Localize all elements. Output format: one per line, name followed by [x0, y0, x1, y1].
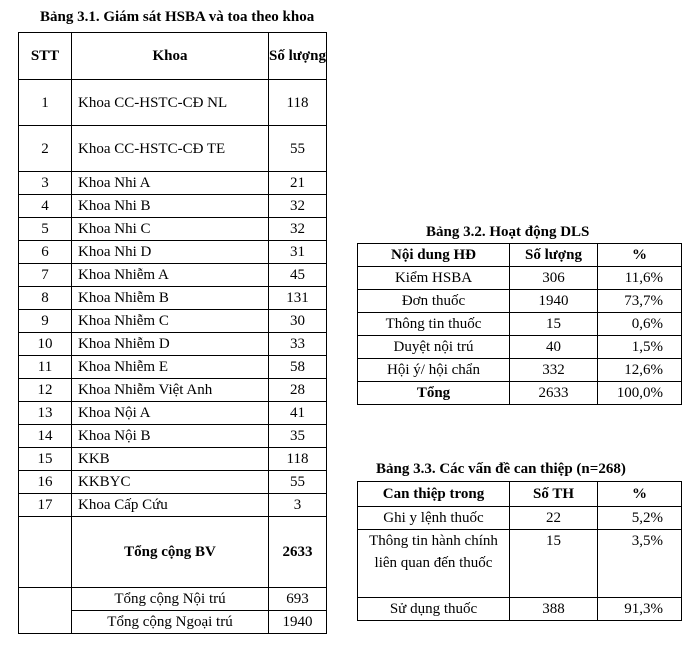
so-th-cell: 22: [510, 507, 598, 530]
table-row: [358, 313, 682, 336]
khoa-cell: Khoa Nhiễm A: [72, 264, 269, 287]
so-luong-cell: 55: [269, 126, 327, 172]
so-luong-cell: 21: [269, 172, 327, 195]
empty-cell: [19, 588, 72, 611]
stt-cell: 1: [19, 80, 72, 126]
table-row: [19, 80, 327, 126]
so-luong-cell: 3: [269, 494, 327, 517]
total-label: Tổng: [358, 382, 510, 405]
header-so-luong: Số lượng: [269, 33, 327, 80]
percent-cell: 5,2%: [598, 507, 682, 530]
khoa-cell: Khoa Nhiễm C: [72, 310, 269, 333]
table-row: [19, 264, 327, 287]
stt-cell: 9: [19, 310, 72, 333]
percent-cell: 3,5%: [598, 530, 682, 598]
stt-cell: 16: [19, 471, 72, 494]
khoa-cell: Khoa Nội B: [72, 425, 269, 448]
percent-cell: 1,5%: [598, 336, 682, 359]
table-row: [19, 172, 327, 195]
can-thiep-cell: Thông tin hành chính liên quan đến thuốc: [358, 530, 510, 598]
so-luong-cell: 30: [269, 310, 327, 333]
table-row: [19, 494, 327, 517]
percent-cell: 0,6%: [598, 313, 682, 336]
total-outpatient-label: Tổng cộng Ngoại trú: [72, 611, 269, 634]
stt-cell: 8: [19, 287, 72, 310]
table-row: [358, 267, 682, 290]
so-luong-cell: 15: [510, 313, 598, 336]
stt-cell: 15: [19, 448, 72, 471]
khoa-cell: Khoa Nhi D: [72, 241, 269, 264]
table-row: [19, 471, 327, 494]
table-row: [358, 530, 682, 598]
header-percent: %: [598, 482, 682, 507]
stt-cell: 17: [19, 494, 72, 517]
table2-caption: Bảng 3.2. Hoạt động DLS: [426, 224, 590, 240]
can-thiep-cell: Ghi y lệnh thuốc: [358, 507, 510, 530]
total-pct: 100,0%: [598, 382, 682, 405]
so-luong-cell: 118: [269, 448, 327, 471]
so-luong-cell: 45: [269, 264, 327, 287]
khoa-cell: KKBYC: [72, 471, 269, 494]
so-luong-cell: 55: [269, 471, 327, 494]
header-so-th: Số TH: [510, 482, 598, 507]
table-row: [358, 290, 682, 313]
table-row: [19, 402, 327, 425]
so-luong-cell: 33: [269, 333, 327, 356]
total-outpatient-value: 1940: [269, 611, 327, 634]
table-row: [358, 507, 682, 530]
khoa-cell: Khoa Nhiễm Việt Anh: [72, 379, 269, 402]
percent-cell: 73,7%: [598, 290, 682, 313]
table-row: [19, 126, 327, 172]
percent-cell: 12,6%: [598, 359, 682, 382]
header-percent: %: [598, 244, 682, 267]
total-inpatient-row: [19, 588, 327, 611]
khoa-cell: Khoa Nhiễm B: [72, 287, 269, 310]
empty-cell: [19, 611, 72, 634]
khoa-cell: KKB: [72, 448, 269, 471]
total-outpatient-row: [19, 611, 327, 634]
khoa-cell: Khoa Nhiễm E: [72, 356, 269, 379]
table-header-row: [19, 33, 327, 80]
noi-dung-cell: Thông tin thuốc: [358, 313, 510, 336]
percent-cell: 11,6%: [598, 267, 682, 290]
total-bv-label: Tổng cộng BV: [72, 517, 269, 588]
noi-dung-cell: Hội ý/ hội chẩn: [358, 359, 510, 382]
table-row: [19, 241, 327, 264]
table-row: [358, 359, 682, 382]
so-th-cell: 15: [510, 530, 598, 598]
khoa-cell: Khoa CC-HSTC-CĐ NL: [72, 80, 269, 126]
so-luong-cell: 32: [269, 195, 327, 218]
stt-cell: 4: [19, 195, 72, 218]
table-row: [19, 218, 327, 241]
total-row: [358, 382, 682, 405]
khoa-cell: Khoa Cấp Cứu: [72, 494, 269, 517]
table-row: [19, 425, 327, 448]
stt-cell: 12: [19, 379, 72, 402]
so-luong-cell: 1940: [510, 290, 598, 313]
total-qty: 2633: [510, 382, 598, 405]
so-luong-cell: 118: [269, 80, 327, 126]
stt-cell: 6: [19, 241, 72, 264]
table-row: [19, 310, 327, 333]
noi-dung-cell: Kiểm HSBA: [358, 267, 510, 290]
so-luong-cell: 41: [269, 402, 327, 425]
so-th-cell: 388: [510, 598, 598, 621]
so-luong-cell: 332: [510, 359, 598, 382]
so-luong-cell: 31: [269, 241, 327, 264]
so-luong-cell: 28: [269, 379, 327, 402]
khoa-cell: Khoa Nhi A: [72, 172, 269, 195]
table3-caption: Bảng 3.3. Các vấn đề can thiệp (n=268): [376, 461, 626, 477]
total-stt-cell: [19, 517, 72, 588]
khoa-cell: Khoa Nhi C: [72, 218, 269, 241]
stt-cell: 2: [19, 126, 72, 172]
khoa-cell: Khoa Nhi B: [72, 195, 269, 218]
so-luong-cell: 306: [510, 267, 598, 290]
table-row: [19, 195, 327, 218]
table-row: [358, 598, 682, 621]
table1-caption: Bảng 3.1. Giám sát HSBA và toa theo khoa: [40, 9, 315, 25]
header-khoa: Khoa: [72, 33, 269, 80]
khoa-cell: Khoa Nội A: [72, 402, 269, 425]
noi-dung-cell: Duyệt nội trú: [358, 336, 510, 359]
table-khoa: [18, 32, 327, 634]
table-hoat-dong-dls: [357, 243, 682, 405]
total-inpatient-label: Tổng cộng Nội trú: [72, 588, 269, 611]
noi-dung-cell: Đơn thuốc: [358, 290, 510, 313]
so-luong-cell: 58: [269, 356, 327, 379]
header-can-thiep: Can thiệp trong: [358, 482, 510, 507]
so-luong-cell: 35: [269, 425, 327, 448]
table-row: [19, 379, 327, 402]
so-luong-cell: 40: [510, 336, 598, 359]
percent-cell: 91,3%: [598, 598, 682, 621]
table-header-row: [358, 244, 682, 267]
can-thiep-cell: Sử dụng thuốc: [358, 598, 510, 621]
header-so-luong: Số lượng: [510, 244, 598, 267]
stt-cell: 10: [19, 333, 72, 356]
table-row: [358, 336, 682, 359]
total-bv-row: [19, 517, 327, 588]
total-bv-value: 2633: [269, 517, 327, 588]
stt-cell: 5: [19, 218, 72, 241]
so-luong-cell: 32: [269, 218, 327, 241]
total-inpatient-value: 693: [269, 588, 327, 611]
khoa-cell: Khoa CC-HSTC-CĐ TE: [72, 126, 269, 172]
stt-cell: 3: [19, 172, 72, 195]
stt-cell: 7: [19, 264, 72, 287]
khoa-cell: Khoa Nhiễm D: [72, 333, 269, 356]
header-noi-dung: Nội dung HĐ: [358, 244, 510, 267]
table-row: [19, 356, 327, 379]
stt-cell: 14: [19, 425, 72, 448]
so-luong-cell: 131: [269, 287, 327, 310]
table-row: [19, 333, 327, 356]
table-header-row: [358, 482, 682, 507]
header-stt: STT: [19, 33, 72, 80]
table-row: [19, 448, 327, 471]
table-row: [19, 287, 327, 310]
stt-cell: 13: [19, 402, 72, 425]
table-can-thiep: [357, 481, 682, 621]
stt-cell: 11: [19, 356, 72, 379]
